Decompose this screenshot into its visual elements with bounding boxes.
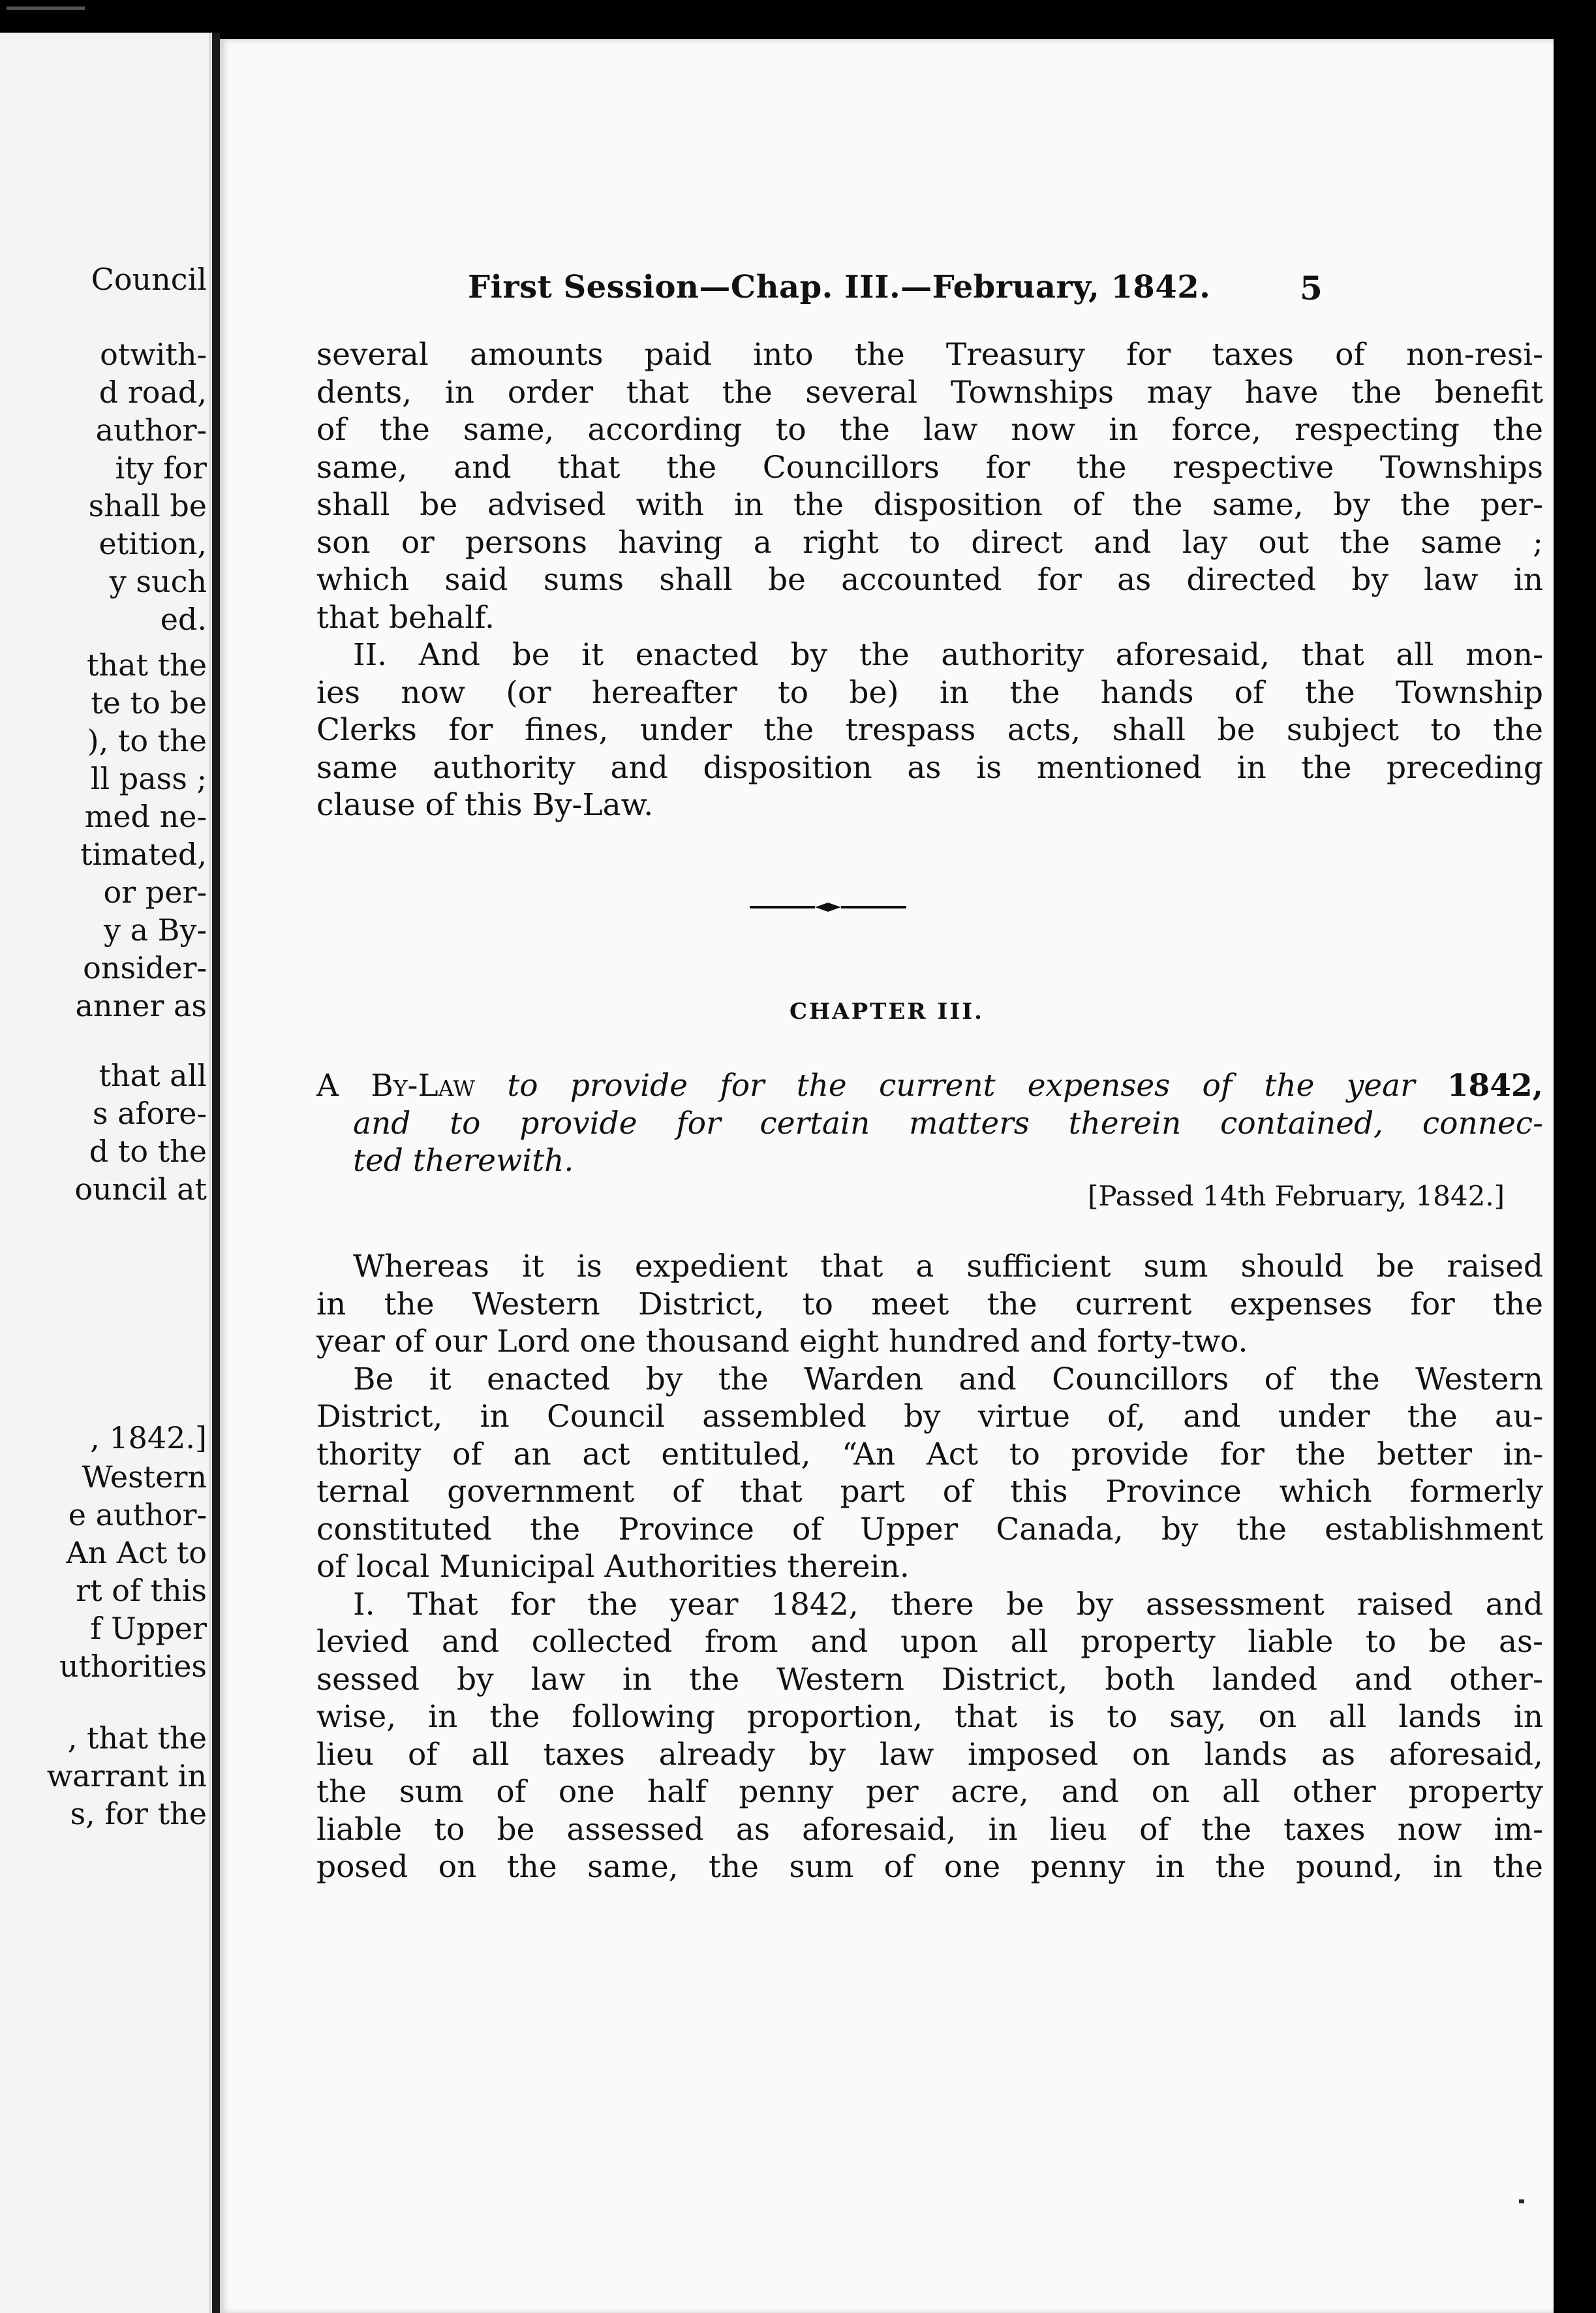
left-page-line: ll pass ; xyxy=(90,761,207,796)
text-line: liable to be assessed as aforesaid, in lieu of the taxes now im- xyxy=(316,1811,1543,1848)
bylaw-year: 1842, xyxy=(1447,1068,1543,1104)
left-page-line: timated, xyxy=(80,837,207,872)
section-top xyxy=(316,336,1543,824)
left-page-line: s, for the xyxy=(70,1796,207,1831)
page-gutter-line xyxy=(209,33,211,2313)
left-page-line: ouncil at xyxy=(74,1172,207,1207)
text-line: constituted the Province of Upper Canada, by the establishment xyxy=(316,1511,1543,1547)
bylaw-title-text: to provide for the current expenses of the year xyxy=(507,1068,1415,1104)
bylaw-title-line xyxy=(316,1067,1543,1105)
text-line: son or persons having a right to direct and lay out the same ; xyxy=(316,524,1543,561)
left-page-line: s afore- xyxy=(92,1096,207,1131)
left-page-line: med ne- xyxy=(84,799,207,834)
left-page-line: author- xyxy=(95,412,207,448)
text-line: levied and collected from and upon all property liable to be as- xyxy=(316,1624,1543,1660)
text-line: in the Western District, to meet the current expenses for the xyxy=(316,1286,1543,1322)
section-divider-ornament xyxy=(750,901,906,914)
left-page-line: that the xyxy=(87,647,207,683)
bylaw-title xyxy=(316,1067,1543,1180)
left-page-line: etition, xyxy=(99,526,207,561)
left-page-line: y such xyxy=(109,564,207,599)
left-page-line: Council xyxy=(91,262,207,297)
left-page-line: shall be xyxy=(88,488,207,523)
left-page-line: ), to the xyxy=(87,723,207,758)
book-page xyxy=(220,39,1554,2313)
left-page-line: , that the xyxy=(67,1720,207,1756)
left-page-line: rt of this xyxy=(76,1573,207,1608)
book-gutter xyxy=(212,33,220,2313)
text-line: ternal government of that part of this Province which formerly xyxy=(316,1474,1543,1510)
text-line: the sum of one half penny per acre, and on all other property xyxy=(316,1774,1543,1810)
text-line: Be it enacted by the Warden and Councillors of the Western xyxy=(353,1361,1543,1397)
left-page-line: An Act to xyxy=(66,1535,207,1570)
text-line: thority of an act entituled, “An Act to provide for the better in- xyxy=(316,1436,1543,1472)
left-page-line: onsider- xyxy=(83,950,207,986)
text-line: shall be advised with in the disposition of the same, by the per- xyxy=(316,487,1543,523)
bylaw-title-line: and to provide for certain matters therein contained, connec- xyxy=(353,1105,1543,1141)
left-page-line: , 1842.] xyxy=(90,1420,207,1455)
bylaw-title-line: ted therewith. xyxy=(353,1143,574,1179)
left-page-line: otwith- xyxy=(100,337,207,372)
left-page-line: te to be xyxy=(91,685,207,721)
left-page-line: f Upper xyxy=(90,1611,207,1646)
text-line: Clerks for fines, under the trespass acts, shall be subject to the xyxy=(316,712,1543,748)
page-number: 5 xyxy=(1300,269,1323,307)
left-page-line: d road, xyxy=(99,375,207,410)
bylaw-label: By-Law xyxy=(371,1068,476,1104)
left-page-line: Western xyxy=(82,1459,207,1495)
text-line: of local Municipal Authorities therein. xyxy=(316,1549,910,1585)
passed-date: [Passed 14th February, 1842.] xyxy=(1088,1180,1505,1212)
text-line: wise, in the following proportion, that is to say, on all lands in xyxy=(316,1699,1543,1735)
text-line: posed on the same, the sum of one penny in the pound, in the xyxy=(316,1849,1543,1885)
left-page-line: warrant in xyxy=(46,1758,207,1793)
text-line: lieu of all taxes already by law imposed on lands as aforesaid, xyxy=(316,1736,1543,1773)
text-line: II. And be it enacted by the authority aforesaid, that all mon- xyxy=(353,637,1543,673)
page-edge xyxy=(1554,39,1596,2313)
left-page-line: anner as xyxy=(75,988,207,1023)
left-page-line: or per- xyxy=(103,875,207,910)
section-bottom xyxy=(316,1248,1543,1886)
scan-speck xyxy=(1519,2199,1524,2203)
chapter-heading: CHAPTER III. xyxy=(790,999,984,1025)
text-line: dents, in order that the several Townships may have the benefit xyxy=(316,374,1543,411)
left-page-line: ity for xyxy=(115,450,207,486)
text-line: which said sums shall be accounted for as directed by law in xyxy=(316,562,1543,598)
text-line: clause of this By-Law. xyxy=(316,787,654,823)
text-line: ies now (or hereafter to be) in the hands of the Township xyxy=(316,674,1543,711)
text-line: same, and that the Councillors for the respective Townships xyxy=(316,449,1543,486)
text-line: Whereas it is expedient that a sufficient sum should be raised xyxy=(353,1249,1543,1284)
bylaw-prefix: A xyxy=(316,1068,339,1104)
scan-speck xyxy=(7,7,85,10)
left-page-line: ed. xyxy=(160,602,207,637)
text-line: that behalf. xyxy=(316,599,495,636)
left-page-line: e author- xyxy=(68,1497,207,1532)
text-line: sessed by law in the Western District, both landed and other- xyxy=(316,1661,1543,1698)
left-page-line: uthorities xyxy=(59,1649,207,1684)
text-line: of the same, according to the law now in force, respecting the xyxy=(316,412,1543,448)
text-line: I. That for the year 1842, there be by assessment raised and xyxy=(353,1586,1543,1622)
left-page-line: d to the xyxy=(89,1134,207,1169)
text-line: District, in Council assembled by virtue of, and under the au- xyxy=(316,1399,1543,1435)
text-line: year of our Lord one thousand eight hundred and forty-two. xyxy=(316,1324,1248,1359)
text-line: same authority and disposition as is mentioned in the preceding xyxy=(316,749,1543,786)
text-line: several amounts paid into the Treasury for taxes of non-resi- xyxy=(316,337,1543,373)
running-head xyxy=(220,269,1554,308)
previous-page-fragment xyxy=(0,33,212,2313)
left-page-line: y a By- xyxy=(104,912,207,948)
running-head-title: First Session—Chap. III.—February, 1842. xyxy=(468,269,1211,305)
left-page-line: that all xyxy=(99,1058,207,1093)
